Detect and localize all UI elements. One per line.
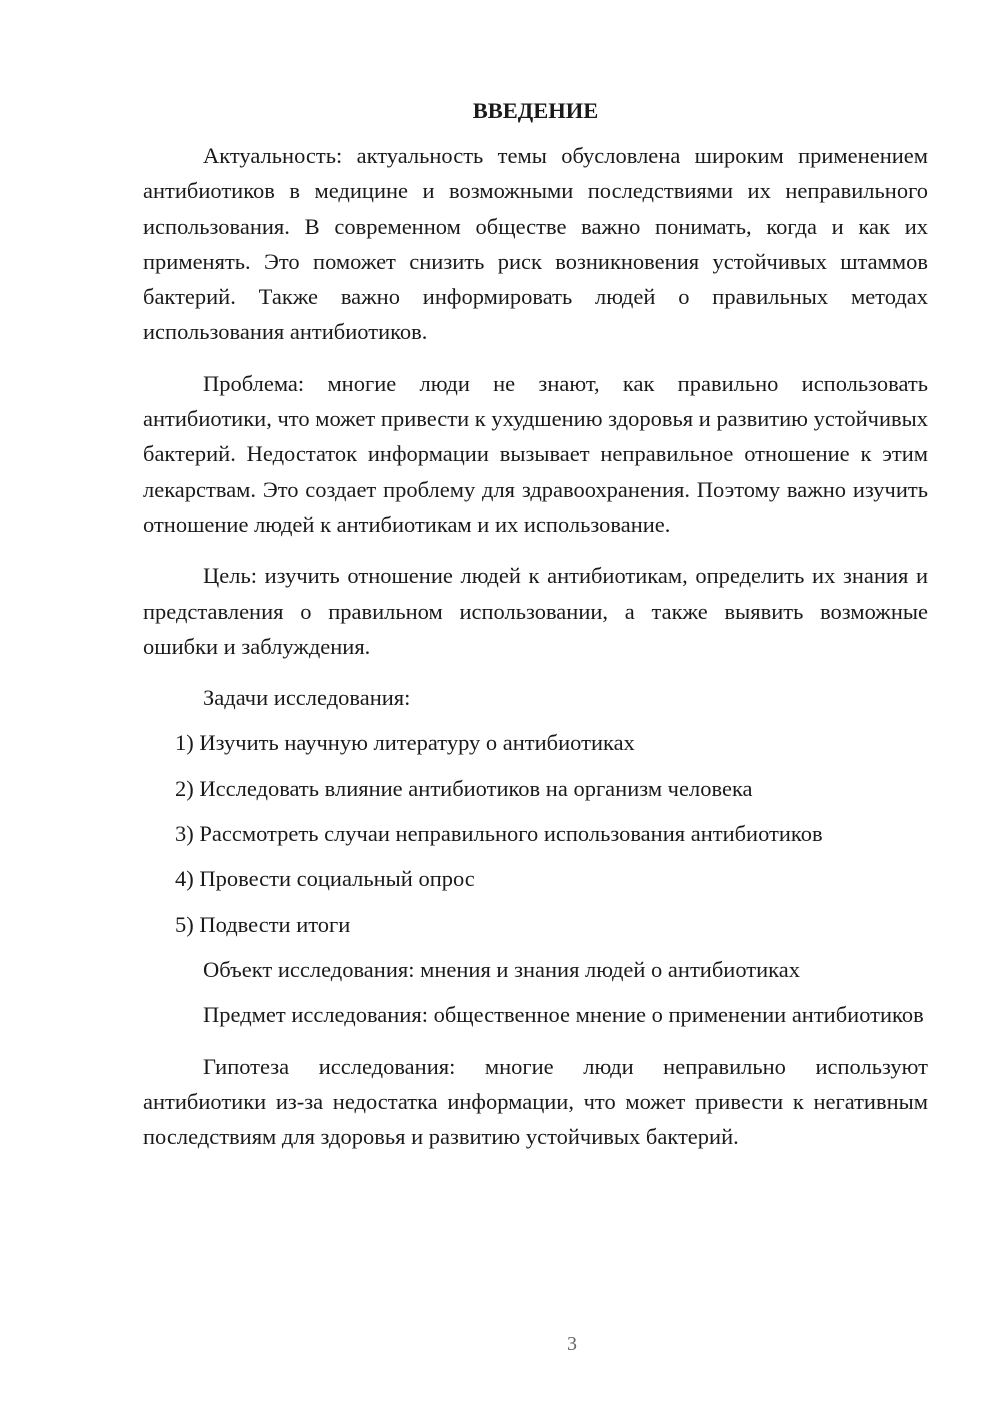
task-item: 5) Подвести итоги bbox=[175, 911, 351, 937]
object-line: Объект исследования: мнения и знания людей о антибиотиках bbox=[203, 956, 800, 982]
task-item: 4) Провести социальный опрос bbox=[175, 866, 475, 892]
tasks-heading: Задачи исследования: bbox=[203, 685, 411, 711]
goal-paragraph: Цель: изучить отношение людей к антибиотикам, определить их знания и представления о правильном использовании, а также выявить возможные ошибки и заблуждения. bbox=[143, 563, 928, 659]
task-item: 2) Исследовать влияние антибиотиков на организм человека bbox=[175, 775, 753, 801]
task-item: 1) Изучить научную литературу о антибиотиках bbox=[175, 730, 635, 756]
subject-paragraph: Предмет исследования: общественное мнение о применении антибиотиков bbox=[203, 1002, 924, 1028]
problem-paragraph: Проблема: многие люди не знают, как правильно использовать антибиотики, что может привести к ухудшению здоровья и развитию устойчивых бактерий. Недостаток информации вызывает неправильное отношение к этим лекарствам. Это создает проблему для здравоохранения. Поэтому важно изучить отношение людей к антибиотикам и их использование. bbox=[143, 370, 928, 537]
task-item: 3) Рассмотреть случаи неправильного использования антибиотиков bbox=[175, 821, 823, 847]
hypothesis-paragraph: Гипотеза исследования: многие люди неправильно используют антибиотики из-за недостатка информации, что может привести к негативным последствиям для здоровья и развитию устойчивых бактерий. bbox=[143, 1053, 928, 1150]
section-title: ВВЕДЕНИЕ bbox=[472, 98, 599, 123]
document-page bbox=[143, 92, 928, 1170]
relevance-paragraph: Актуальность: актуальность темы обусловлена широким применением антибиотиков в медицине и возможными последствиями их неправильного использования. В современном обществе важно понимать, когда и как их применять. Это поможет снизить риск возникновения устойчивых штаммов бактерий. Также важно информировать людей о правильных методах использования антибиотиков. bbox=[143, 143, 928, 345]
page-number: 3 bbox=[567, 1333, 577, 1355]
